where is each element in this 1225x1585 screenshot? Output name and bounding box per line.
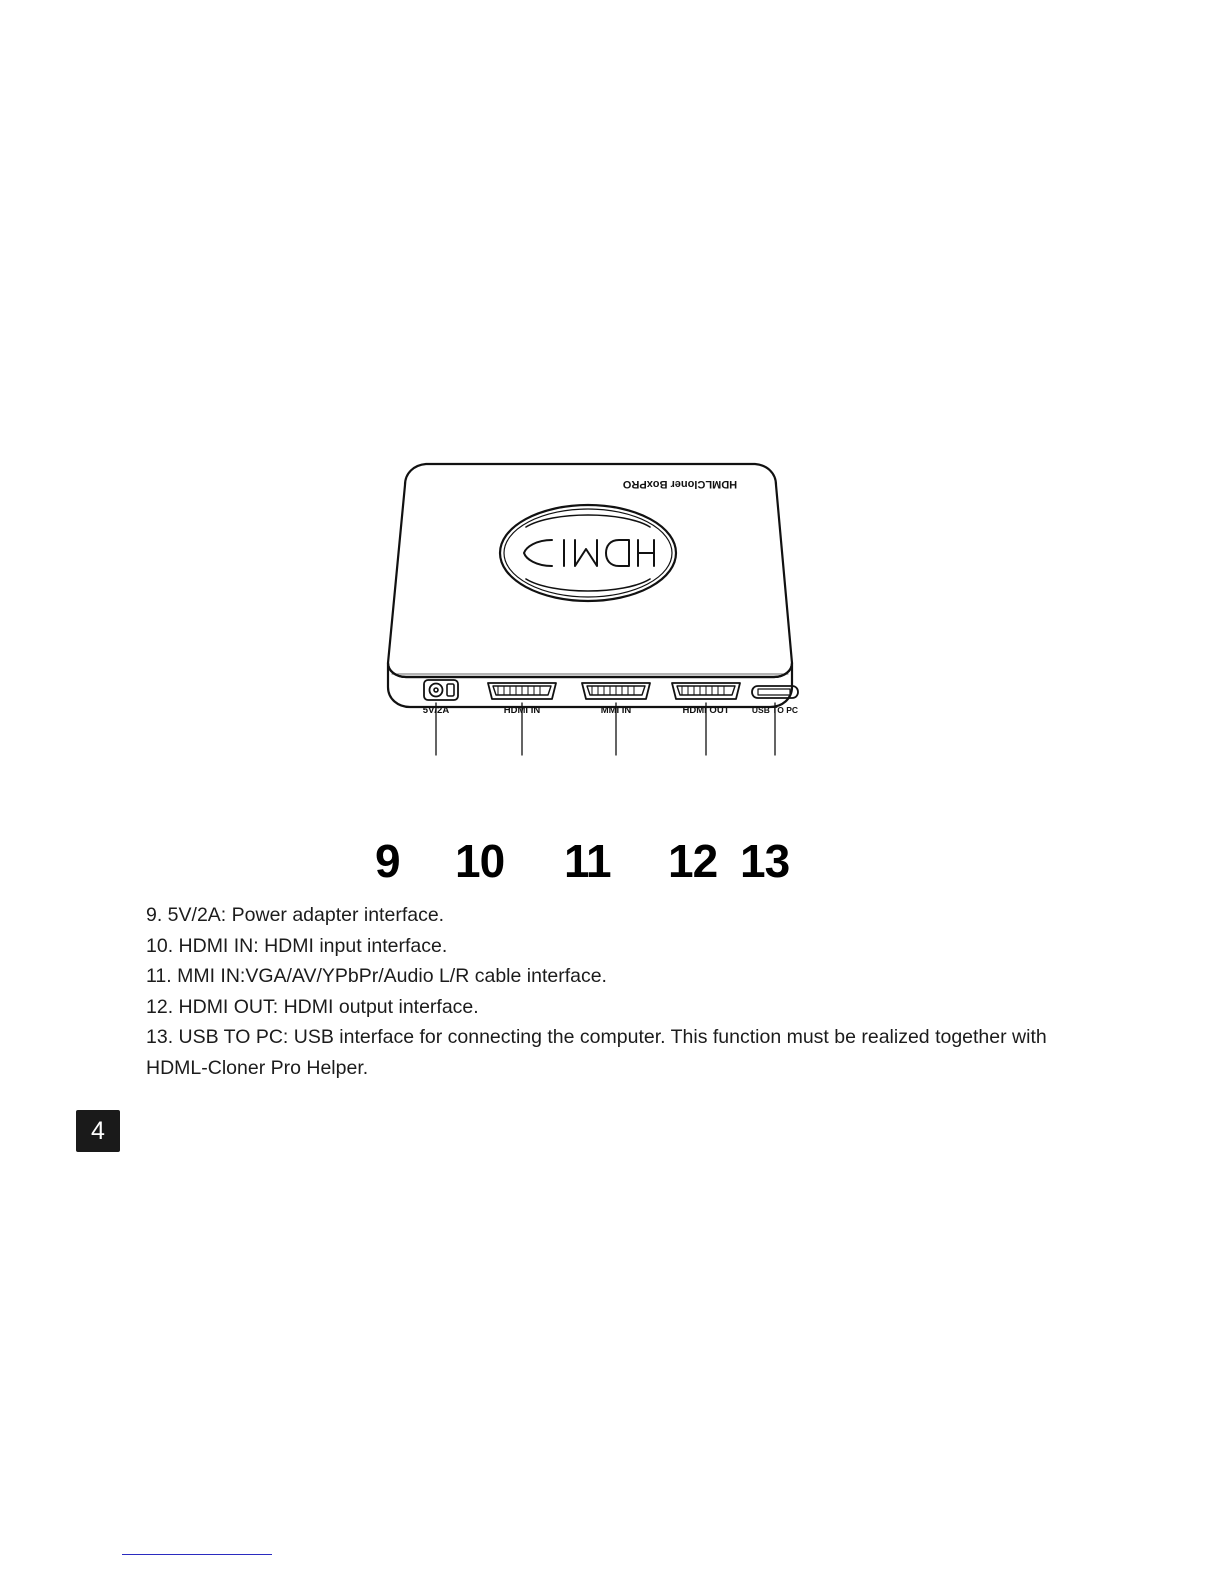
port-label-usb-to-pc: USB TO PC [751,705,799,715]
description-item-11: 11. MMI IN:VGA/AV/YPbPr/Audio L/R cable interface. [146,965,607,987]
port-label-hdmi-out: HDMI OUT [682,705,730,716]
description-item-9: 9. 5V/2A: Power adapter interface. [146,904,445,926]
port-label-power: 5V/2A [422,705,450,716]
interface-description-list [146,900,1121,1083]
brand-wordmark: HDMLCloner BoxPRO [622,478,738,490]
port-label-hdmi-in: HDMI IN [503,705,541,716]
callout-number-12: 12 [668,835,718,887]
page-number-badge: 4 [76,1110,120,1152]
description-item-13: 13. USB TO PC: USB interface for connecting the computer. This function must be realized together with [146,1026,1047,1048]
port-label-mmi-in: MMI IN [600,705,632,716]
callout-number-11: 11 [564,835,611,887]
callout-number-10: 10 [455,835,505,887]
description-item-12: 12. HDMI OUT: HDMI output interface. [146,995,479,1018]
callout-number-9: 9 [375,835,400,887]
footer-divider [122,1554,272,1555]
description-item-13-continued: HDML-Cloner Pro Helper. [146,1056,369,1079]
callout-number-13: 13 [740,835,790,887]
device-illustration [330,455,850,765]
description-item-10: 10. HDMI IN: HDMI input interface. [146,934,448,957]
